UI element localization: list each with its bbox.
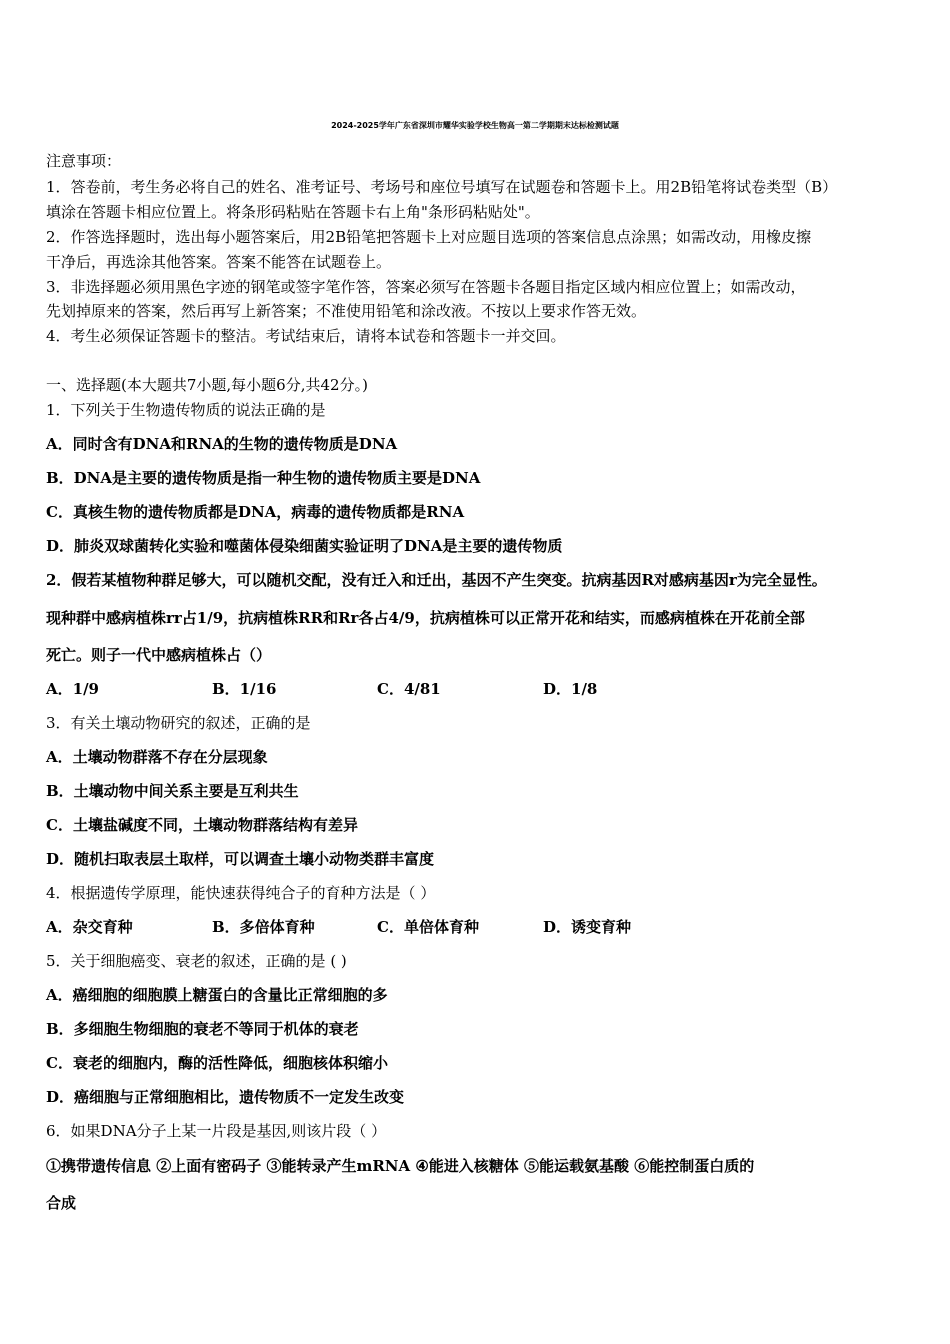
question-4-option-d: D．诱变育种 <box>543 918 632 936</box>
notice-line: 4．考生必须保证答题卡的整洁。考试结束后，请将本试卷和答题卡一并交回。 <box>46 327 566 345</box>
question-6-stem: 6．如果DNA分子上某一片段是基因,则该片段（ ） <box>46 1122 387 1140</box>
question-1-option-b: B．DNA是主要的遗传物质是指一种生物的遗传物质主要是DNA <box>46 469 481 487</box>
notice-line: 填涂在答题卡相应位置上。将条形码粘贴在答题卡右上角"条形码粘贴处"。 <box>46 203 540 221</box>
notice-line: 先划掉原来的答案，然后再写上新答案；不准使用铅笔和涂改液。不按以上要求作答无效。 <box>46 302 647 320</box>
question-2-stem: 2．假若某植物种群足够大，可以随机交配，没有迁入和迁出，基因不产生突变。抗病基因R对感病基因r为完全显性。 <box>46 571 827 589</box>
question-1-option-d: D．肺炎双球菌转化实验和噬菌体侵染细菌实验证明了DNA是主要的遗传物质 <box>46 537 563 555</box>
question-3-option-b: B．土壤动物中间关系主要是互利共生 <box>46 782 299 800</box>
question-3-option-c: C．土壤盐碱度不同，土壤动物群落结构有差异 <box>46 816 358 834</box>
question-6-items: ①携带遗传信息 ②上面有密码子 ③能转录产生mRNA ④能进入核糖体 ⑤能运载氨基酸 ⑥能控制蛋白质的 <box>46 1157 755 1175</box>
notice-heading: 注意事项： <box>46 152 122 170</box>
notice-line: 2．作答选择题时，选出每小题答案后，用2B铅笔把答题卡上对应题目选项的答案信息点涂黑；如需改动，用橡皮擦 <box>46 228 812 246</box>
question-4-option-c: C．单倍体育种 <box>377 918 479 936</box>
question-2-option-b: B．1/16 <box>212 680 277 698</box>
question-6-items-cont: 合成 <box>46 1194 77 1212</box>
notice-line: 干净后，再选涂其他答案。答案不能答在试题卷上。 <box>46 253 392 271</box>
question-4-stem: 4．根据遗传学原理，能快速获得纯合子的育种方法是（ ） <box>46 884 436 902</box>
question-3-option-a: A．土壤动物群落不存在分层现象 <box>46 748 268 766</box>
question-5-option-a: A．癌细胞的细胞膜上糖蛋白的含量比正常细胞的多 <box>46 986 388 1004</box>
question-5-stem: 5．关于细胞癌变、衰老的叙述，正确的是 ( ) <box>46 952 347 970</box>
notice-line: 1．答卷前，考生务必将自己的姓名、准考证号、考场号和座位号填写在试题卷和答题卡上。用2B铅笔将试卷类型（B） <box>46 178 838 196</box>
question-4-option-b: B．多倍体育种 <box>212 918 315 936</box>
question-2-stem-cont: 现种群中感病植株rr占1/9，抗病植株RR和Rr各占4/9，抗病植株可以正常开花和结实，而感病植株在开花前全部 <box>46 609 805 627</box>
question-5-option-b: B．多细胞生物细胞的衰老不等同于机体的衰老 <box>46 1020 359 1038</box>
notice-line: 3．非选择题必须用黑色字迹的钢笔或签字笔作答，答案必须写在答题卡各题目指定区域内相应位置上；如需改动， <box>46 278 806 296</box>
question-5-option-d: D．癌细胞与正常细胞相比，遗传物质不一定发生改变 <box>46 1088 405 1106</box>
question-1-option-a: A．同时含有DNA和RNA的生物的遗传物质是DNA <box>46 435 398 453</box>
question-2-option-a: A．1/9 <box>46 680 99 698</box>
question-1-stem: 1．下列关于生物遗传物质的说法正确的是 <box>46 401 326 419</box>
question-2-option-c: C．4/81 <box>377 680 441 698</box>
question-3-stem: 3．有关土壤动物研究的叙述，正确的是 <box>46 714 311 732</box>
question-1-option-c: C．真核生物的遗传物质都是DNA，病毒的遗传物质都是RNA <box>46 503 465 521</box>
question-2-stem-cont: 死亡。则子一代中感病植株占（） <box>46 646 272 664</box>
exam-title: 2024-2025学年广东省深圳市耀华实验学校生物高一第二学期期末达标检测试题 <box>331 121 619 130</box>
question-2-option-d: D．1/8 <box>543 680 598 698</box>
section-heading: 一、选择题(本大题共7小题,每小题6分,共42分。) <box>46 376 368 394</box>
question-4-option-a: A．杂交育种 <box>46 918 133 936</box>
question-5-option-c: C．衰老的细胞内，酶的活性降低，细胞核体积缩小 <box>46 1054 388 1072</box>
question-3-option-d: D．随机扫取表层土取样，可以调查土壤小动物类群丰富度 <box>46 850 435 868</box>
